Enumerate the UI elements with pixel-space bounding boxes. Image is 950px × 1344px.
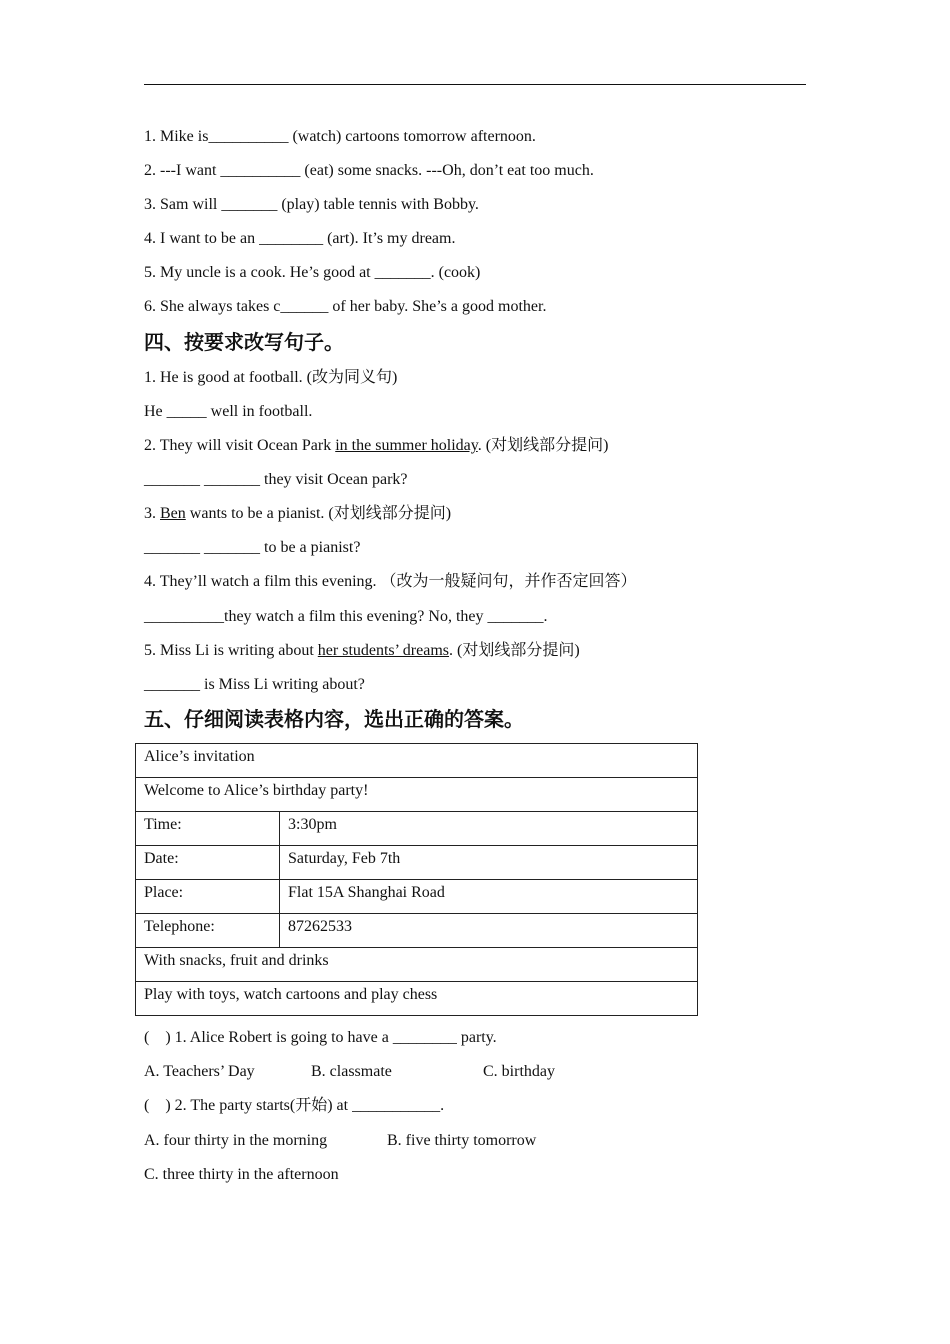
date-label: Date: — [136, 846, 280, 880]
header-rule — [144, 84, 806, 85]
table-row — [136, 812, 698, 846]
rewrite-question-4: 4. They’ll watch a film this evening. （改为一般疑问句，并作否定回答） — [144, 573, 637, 590]
fill-blank-item-2: 2. ---I want __________ (eat) some snacks. ---Oh, don’t eat too much. — [144, 162, 594, 179]
invitation-activities: Play with toys, watch cartoons and play chess — [136, 982, 698, 1016]
rewrite-answer-1: He _____ well in football. — [144, 403, 313, 420]
choice-question-2: ( ) 2. The party starts(开始) at ___________. — [144, 1097, 445, 1114]
invitation-title: Alice’s invitation — [136, 744, 698, 778]
rewrite-answer-4: __________they watch a film this evening? No, they _______. — [144, 608, 548, 625]
section-5-heading: 五、仔细阅读表格内容，选出正确的答案。 — [144, 707, 524, 731]
q3-text-post: wants to be a pianist. (对划线部分提问) — [185, 505, 452, 522]
fill-blank-item-4: 4. I want to be an ________ (art). It’s my dream. — [144, 230, 456, 247]
invitation-welcome: Welcome to Alice’s birthday party! — [136, 778, 698, 812]
q3-text-pre: 3. — [144, 505, 160, 522]
section-4-heading: 四、按要求改写句子。 — [144, 330, 344, 354]
table-row — [136, 948, 698, 982]
fill-blank-item-5: 5. My uncle is a cook. He’s good at _______. (cook) — [144, 264, 481, 281]
fill-blank-item-3: 3. Sam will _______ (play) table tennis with Bobby. — [144, 196, 479, 213]
place-label: Place: — [136, 880, 280, 914]
table-row — [136, 744, 698, 778]
fill-blank-item-6: 6. She always takes c______ of her baby. She’s a good mother. — [144, 298, 547, 315]
rewrite-question-2 — [144, 436, 608, 456]
q2-underlined: in the summer holiday — [335, 437, 478, 454]
q1-option-b: B. classmate — [311, 1063, 392, 1080]
q5-text-post: . (对划线部分提问) — [449, 642, 580, 659]
q2-text-pre: 2. They will visit Ocean Park — [144, 437, 336, 454]
rewrite-question-1: 1. He is good at football. (改为同义句) — [144, 369, 398, 386]
q5-underlined: her students’ dreams — [317, 642, 449, 659]
invitation-snacks: With snacks, fruit and drinks — [136, 948, 698, 982]
q1-option-a: A. Teachers’ Day — [144, 1063, 255, 1080]
place-value: Flat 15A Shanghai Road — [280, 880, 698, 914]
rewrite-question-3 — [144, 504, 451, 524]
time-value: 3:30pm — [280, 812, 698, 846]
q1-option-c: C. birthday — [483, 1063, 555, 1080]
table-row — [136, 982, 698, 1016]
q2-option-c: C. three thirty in the afternoon — [144, 1166, 339, 1183]
table-row — [136, 880, 698, 914]
invitation-table — [135, 743, 698, 1016]
telephone-value: 87262533 — [280, 914, 698, 948]
q5-text-pre: 5. Miss Li is writing about — [144, 642, 318, 659]
fill-blank-item-1: 1. Mike is__________ (watch) cartoons tomorrow afternoon. — [144, 128, 536, 145]
telephone-label: Telephone: — [136, 914, 280, 948]
choice-question-1: ( ) 1. Alice Robert is going to have a ________ party. — [144, 1029, 497, 1046]
q2-text-post: . (对划线部分提问) — [477, 437, 609, 454]
table-row — [136, 914, 698, 948]
q2-option-b: B. five thirty tomorrow — [387, 1132, 537, 1149]
table-row — [136, 778, 698, 812]
q2-option-a: A. four thirty in the morning — [144, 1132, 328, 1149]
q3-underlined: Ben — [160, 505, 186, 522]
time-label: Time: — [136, 812, 280, 846]
rewrite-question-5 — [144, 641, 580, 661]
rewrite-answer-3: _______ _______ to be a pianist? — [144, 539, 361, 556]
date-value: Saturday, Feb 7th — [280, 846, 698, 880]
table-row — [136, 846, 698, 880]
rewrite-answer-5: _______ is Miss Li writing about? — [144, 676, 365, 693]
rewrite-answer-2: _______ _______ they visit Ocean park? — [144, 471, 408, 488]
